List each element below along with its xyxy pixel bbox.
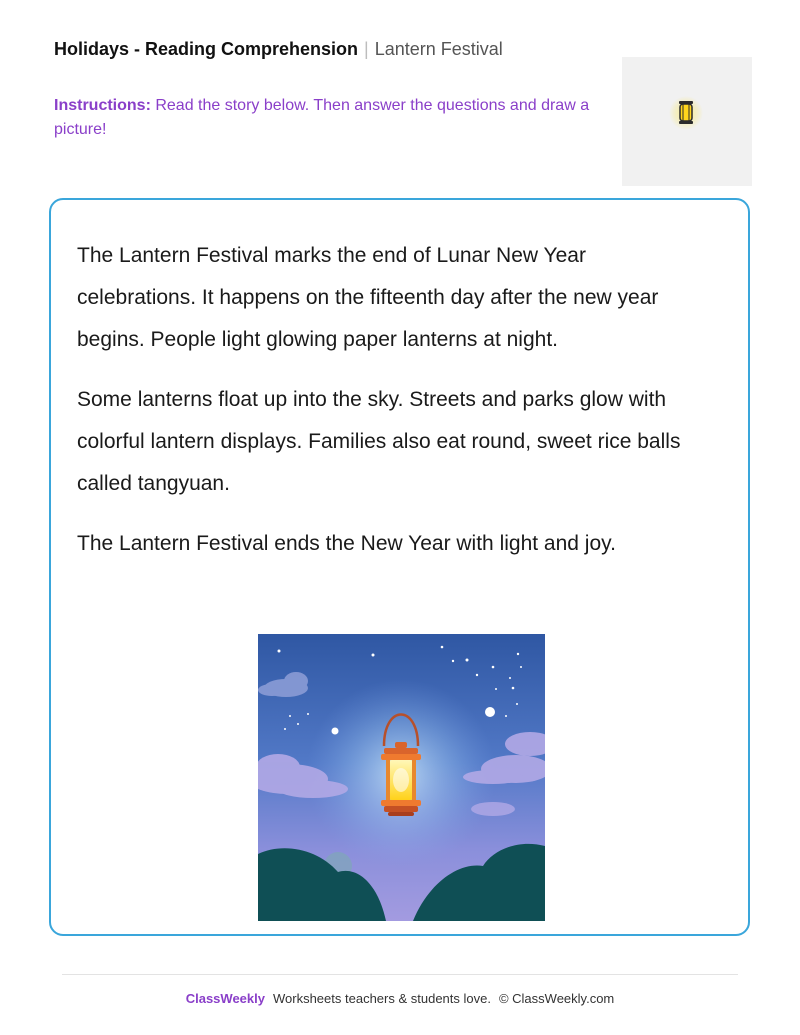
footer-brand: ClassWeekly xyxy=(185,991,265,1006)
instructions-text: Read the story below. Then answer the questions and draw a picture! xyxy=(54,97,590,138)
worksheet-subtitle: Lantern Festival xyxy=(374,39,503,59)
instructions-label: Instructions: xyxy=(54,97,151,114)
footer-tagline: Worksheets teachers & students love. xyxy=(272,991,491,1006)
thumbnail-box xyxy=(622,57,752,186)
worksheet-title: Holidays - Reading Comprehension xyxy=(54,39,359,59)
instructions xyxy=(54,94,599,142)
story-paragraph: The Lantern Festival marks the end of Lunar New Year celebrations. It happens on the fifteenth day after the new year begins. People light glowing paper lanterns at night. xyxy=(77,244,659,351)
story-text xyxy=(77,235,697,583)
lantern-icon xyxy=(668,85,704,141)
story-paragraph: The Lantern Festival ends the New Year with light and joy. xyxy=(77,532,616,555)
title-separator: | xyxy=(364,39,369,59)
page-header xyxy=(54,38,503,60)
footer-divider xyxy=(62,974,738,975)
story-paragraph: Some lanterns float up into the sky. Streets and parks glow with colorful lantern displays. Families also eat round, sweet rice balls called tangyuan. xyxy=(77,388,681,495)
footer xyxy=(0,990,800,1008)
lantern-night-sky-illustration xyxy=(258,634,545,921)
footer-copyright: © ClassWeekly.com xyxy=(498,991,615,1006)
